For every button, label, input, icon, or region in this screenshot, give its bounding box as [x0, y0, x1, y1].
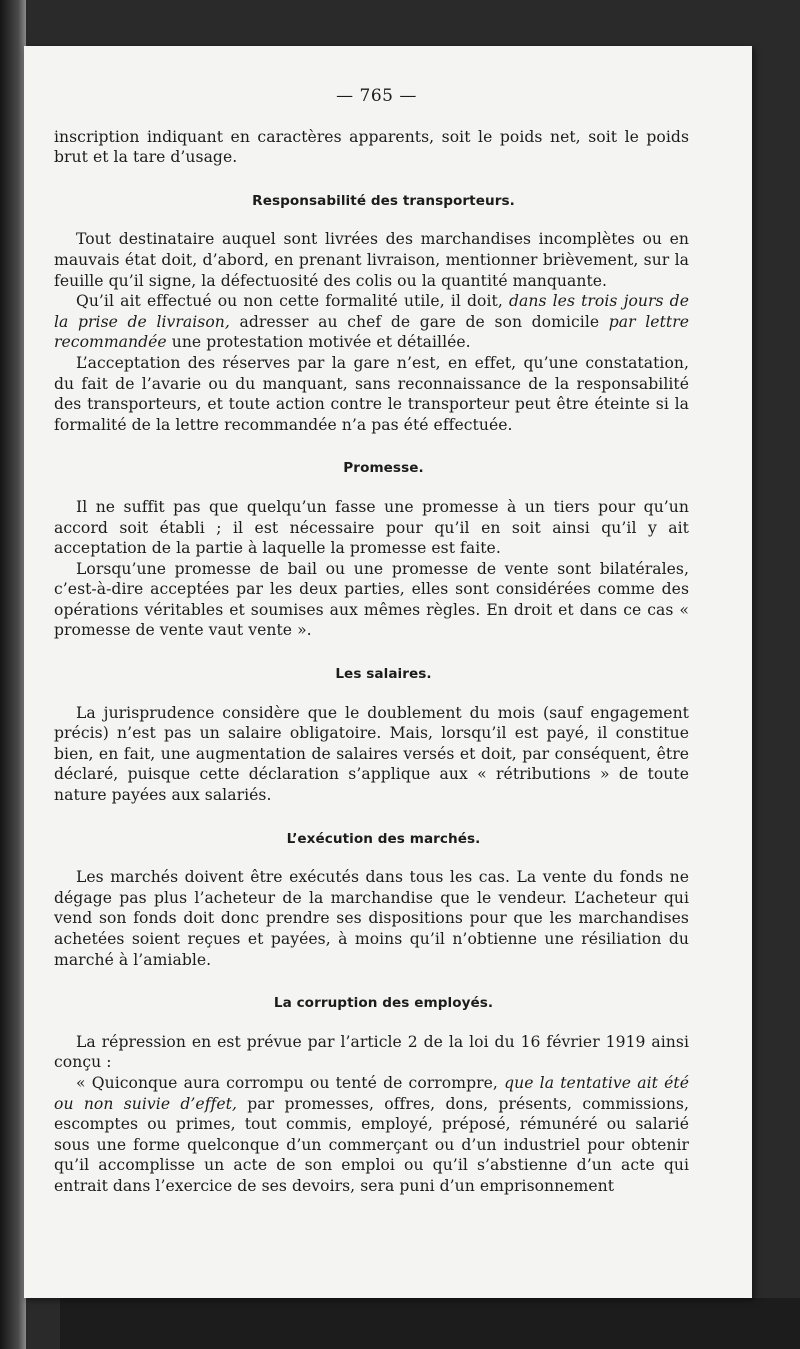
section-heading-execution-marches: L’exécution des marchés. [286, 830, 481, 847]
section-heading-corruption: La corruption des employés. [273, 995, 494, 1012]
page-content [54, 86, 689, 1197]
text-run: adresser au chef de gare de son domicile [239, 312, 600, 331]
scan-bottom-edge [60, 1298, 800, 1349]
italic-text: dans les trois jours de la prise de livraison, [54, 292, 689, 331]
paragraph: Tout destinataire auquel sont livrées des marchandises incomplètes ou en mauvais état doit, d’abord, en prenant livraison, mentionner brièvement, sur la feuille qu’il signe, la défectuosité des colis ou la quantité manquante. [54, 230, 689, 290]
page-number: — 765 — [336, 86, 417, 106]
paragraph: L’acceptation des réserves par la gare n’est, en effet, qu’une constatation, du fait de l’avarie ou du manquant, sans reconnaissance de la responsabilité des transporteurs, et toute action contre le transporteur peut être éteinte si la formalité de la lettre recommandée n’a pas été effectuée. [54, 353, 689, 434]
paragraph: Il ne suffit pas que quelqu’un fasse une promesse à un tiers pour qu’un accord soit établi ; il est nécessaire pour qu’il en soit ainsi qu’il y ait acceptation de la partie à laquelle la promesse est faite. [54, 497, 689, 558]
document-page [24, 46, 752, 1298]
paragraph [54, 1073, 689, 1197]
section-heading-responsabilite: Responsabilité des transporteurs. [252, 192, 515, 209]
text-run: « Quiconque aura corrompu ou tenté de corrompre, [76, 1073, 498, 1092]
italic-text: que la tentative ait été ou non suivie d’effet, [54, 1073, 689, 1113]
paragraph: La répression en est prévue par l’article 2 de la loi du 16 février 1919 ainsi conçu : [54, 1032, 689, 1072]
intro-paragraph: inscription indiquant en caractères apparents, soit le poids net, soit le poids brut et la tare d’usage. [54, 127, 689, 167]
paragraph: La jurisprudence considère que le doublement du mois (sauf engagement précis) n’est pas un salaire obligatoire. Mais, lorsqu’il est payé, il constitue bien, en fait, une augmentation de salaires versés et doit, par conséquent, être déclaré, puisque cette déclaration s’applique aux « rétributions » de toute nature payées aux salariés. [54, 703, 689, 805]
paragraph: Les marchés doivent être exécutés dans tous les cas. La vente du fonds ne dégage pas plus l’acheteur de la marchandise que le vendeur. L’acheteur qui vend son fonds doit donc prendre ses dispositions pour que les marchandises achetées soient reçues et payées, à moins qu’il n’obtienne une résiliation du marché à l’amiable. [54, 868, 689, 969]
text-run: Qu’il ait effectué ou non cette formalité utile, il doit, [76, 292, 503, 311]
paragraph [54, 291, 689, 353]
scan-left-edge [0, 0, 26, 1349]
text-run: par promesses, offres, dons, présents, commissions, escomptes ou primes, tout commis, employé, préposé, rémunéré ou salarié sous une forme quelconque d’un commerçant ou d’un industriel pour obtenir qu’il accomplisse un acte de son emploi ou qu’il s’abstienne d’un acte qui entrait dans l’exercice de ses devoirs, sera puni d’un emprisonnement [54, 1094, 689, 1195]
section-heading-promesse: Promesse. [343, 460, 424, 477]
text-run: une protestation motivée et détaillée. [171, 333, 471, 352]
section-heading-salaires: Les salaires. [335, 666, 432, 683]
paragraph: Lorsqu’une promesse de bail ou une promesse de vente sont bilatérales, c’est-à-dire acceptées par les deux parties, elles sont considérées comme des opérations véritables et soumises aux mêmes règles. En droit et dans ce cas « promesse de vente vaut vente ». [54, 559, 689, 640]
italic-text: par lettre recommandée [54, 312, 689, 352]
